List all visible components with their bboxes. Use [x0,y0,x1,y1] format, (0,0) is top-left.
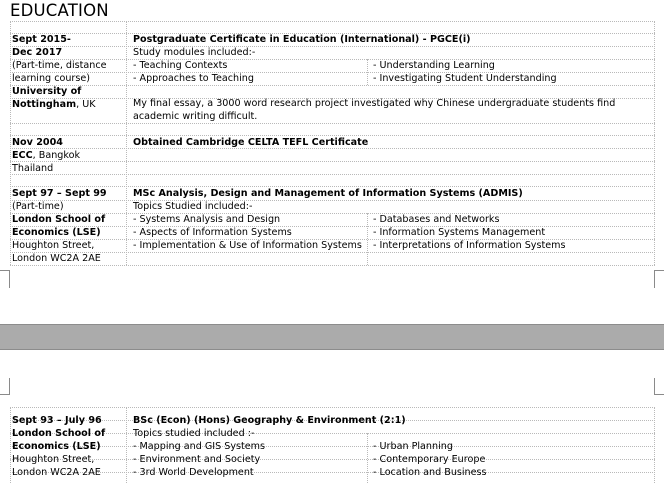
module-item: - Mapping and GIS Systems [133,441,266,452]
crop-mark [654,378,655,395]
module-item: - Systems Analysis and Design [133,214,281,225]
entry-title: Postgraduate Certificate in Education (International) - PGCE(i) [133,34,471,45]
entry-date: Sept 2015- [12,34,71,45]
crop-mark [655,394,664,395]
crop-mark [654,270,655,288]
crop-mark [0,270,9,271]
table-rule [10,213,655,214]
table-rule [10,161,655,162]
entry-mode: (Part-time) [12,201,64,212]
table-rule [10,174,655,175]
table-rule [10,446,655,447]
module-item: - Databases and Networks [373,214,500,225]
entry-location: , UK [76,99,96,110]
entry-intro: Topics studied included :- [133,428,255,439]
entry-institution: University of [12,86,82,97]
entry-title: MSc Analysis, Design and Management of Information Systems (ADMIS) [133,188,523,199]
entry-intro: Study modules included:- [133,47,256,58]
table-rule [367,213,368,265]
table-rule [10,472,655,473]
entry-institution: Economics (LSE) [12,441,101,452]
table-rule [10,123,655,124]
table-rule [10,407,11,483]
entry-institution: London School of [12,428,106,439]
entry-address: Houghton Street, [12,240,95,251]
module-item: - Investigating Student Understanding [373,73,557,84]
module-item: - Contemporary Europe [373,454,486,465]
crop-mark [9,270,10,288]
entry-intro: Topics Studied included:- [133,201,253,212]
page-separator [0,324,664,350]
table-rule [10,85,655,86]
module-item: - 3rd World Development [133,467,254,478]
crop-mark [0,394,9,395]
table-rule [10,21,655,22]
crop-mark [655,270,664,271]
document-page-2 [0,350,664,483]
module-item: - Teaching Contexts [133,60,228,71]
entry-date: Dec 2017 [12,47,63,58]
section-heading: EDUCATION [10,1,109,20]
module-item: - Urban Planning [373,441,453,452]
module-item: - Approaches to Teaching [133,73,254,84]
page-separator-edge [0,324,664,325]
table-rule [10,72,655,73]
table-rule [10,252,655,253]
table-rule [10,46,655,47]
entry-address: London WC2A 2AE [12,253,101,264]
module-item: - Location and Business [373,467,487,478]
crop-mark [9,378,10,395]
entry-institution-line [12,149,80,162]
entry-date: Sept 93 – July 96 [12,415,102,426]
table-rule [126,407,127,483]
table-rule [10,459,655,460]
entry-institution: ECC [12,150,33,161]
table-rule [654,21,655,265]
entry-title: Obtained Cambridge CELTA TEFL Certificate [133,137,369,148]
entry-address: Houghton Street, [12,454,95,465]
table-rule [10,407,655,408]
table-rule [367,59,368,85]
entry-location: , Bangkok [32,150,81,161]
module-item: - Environment and Society [133,454,261,465]
table-rule [10,21,11,265]
entry-institution: London School of [12,214,106,225]
entry-date: Nov 2004 [12,137,63,148]
entry-institution-line [12,98,96,111]
table-rule [10,200,655,201]
table-rule [10,265,655,266]
table-rule [367,433,368,483]
entry-location: Thailand [12,163,54,174]
module-item: - Interpretations of Information Systems [373,240,566,251]
module-item: - Understanding Learning [373,60,495,71]
entry-date: Sept 97 – Sept 99 [12,188,107,199]
entry-mode: (Part-time, distance [12,60,107,71]
table-rule [10,226,655,227]
entry-institution: Nottingham [12,99,77,110]
module-item: - Information Systems Management [373,227,546,238]
table-rule [10,433,655,434]
table-rule [126,21,127,265]
entry-mode: learning course) [12,73,91,84]
table-rule [654,407,655,483]
entry-address: London WC2A 2AE [12,467,101,478]
entry-title: BSc (Econ) (Hons) Geography & Environment (2:1) [133,415,406,426]
entry-note: My final essay, a 3000 word research project investigated why Chinese undergraduate students find academic writing difficult. [133,98,616,122]
entry-institution: Economics (LSE) [12,227,101,238]
module-item: - Implementation & Use of Information Systems [133,240,362,251]
module-item: - Aspects of Information Systems [133,227,292,238]
